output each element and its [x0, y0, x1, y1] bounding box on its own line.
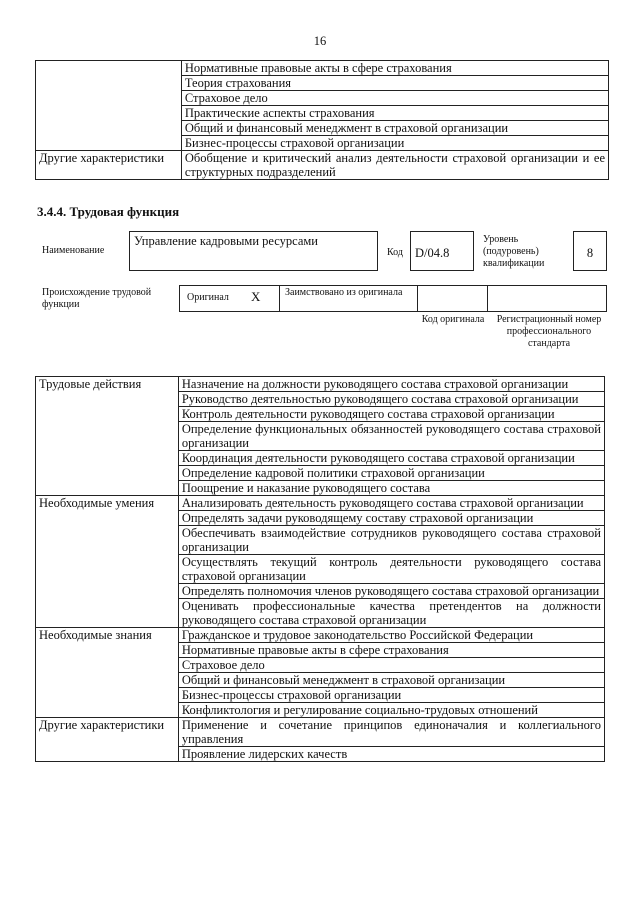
- origin-label: Происхождение трудовой функции: [42, 287, 152, 310]
- row-item: Координация деятельности руководящего состава страховой организации: [178, 451, 604, 466]
- row-item: Оценивать профессиональные качества претендентов на должности руководящего состава страховой организации: [178, 599, 604, 628]
- origin-divider-1: [279, 285, 280, 312]
- row-label: Трудовые действия: [36, 377, 179, 496]
- code-value: D/04.8: [415, 246, 450, 260]
- row-item: Определять задачи руководящему составу страховой организации: [178, 511, 604, 526]
- level-value: 8: [586, 246, 594, 260]
- row-item: Назначение на должности руководящего состава страховой организации: [178, 377, 604, 392]
- row-item: Применение и сочетание принципов единоначалия и коллегиального управления: [178, 718, 604, 747]
- main-table: [35, 376, 605, 762]
- row-item: Осуществлять текущий контроль деятельности руководящего состава страховой организации: [178, 555, 604, 584]
- row-item: Руководство деятельностью руководящего состава страховой организации: [178, 392, 604, 407]
- row-item: Бизнес-процессы страховой организации: [181, 136, 608, 151]
- table-row: [36, 377, 605, 392]
- origin-code-label: Код оригинала: [421, 314, 485, 325]
- row-label: Другие характеристики: [36, 151, 182, 180]
- table-row: [36, 718, 605, 747]
- row-item: Страховое дело: [181, 91, 608, 106]
- row-item: Гражданское и трудовое законодательство Российской Федерации: [178, 628, 604, 643]
- borrowed-label: Заимствовано из оригинала: [285, 287, 403, 298]
- reg-number-label: Регистрационный номер профессионального стандарта: [496, 314, 602, 349]
- table-row: [36, 61, 609, 76]
- original-label: Оригинал: [187, 292, 229, 303]
- row-item: Практические аспекты страхования: [181, 106, 608, 121]
- table-row: [36, 628, 605, 643]
- row-item: Обобщение и критический анализ деятельности страховой организации и ее структурных подразделений: [181, 151, 608, 180]
- row-item: Обеспечивать взаимодействие сотрудников руководящего состава страховой организации: [178, 526, 604, 555]
- section-title: 3.4.4. Трудовая функция: [37, 204, 180, 219]
- row-item: Определение кадровой политики страховой организации: [178, 466, 604, 481]
- page-number: 16: [313, 34, 327, 48]
- row-item: Анализировать деятельность руководящего состава страховой организации: [178, 496, 604, 511]
- row-item: Контроль деятельности руководящего состава страховой организации: [178, 407, 604, 422]
- top-table: [35, 60, 609, 180]
- row-item: Теория страхования: [181, 76, 608, 91]
- row-label: Необходимые знания: [36, 628, 179, 718]
- row-item: Нормативные правовые акты в сфере страхования: [178, 643, 604, 658]
- original-mark: X: [251, 289, 261, 304]
- row-item: Страховое дело: [178, 658, 604, 673]
- code-label: Код: [387, 247, 403, 258]
- row-label: [36, 61, 182, 151]
- row-label: Другие характеристики: [36, 718, 179, 762]
- name-value-box: [129, 231, 378, 271]
- origin-divider-2: [417, 285, 418, 312]
- table-row: [36, 151, 609, 180]
- row-item: Определение функциональных обязанностей руководящего состава страховой организации: [178, 422, 604, 451]
- row-item: Проявление лидерских качеств: [178, 747, 604, 762]
- row-item: Общий и финансовый менеджмент в страховой организации: [178, 673, 604, 688]
- code-value-box: [410, 231, 474, 271]
- row-label: Необходимые умения: [36, 496, 179, 628]
- level-value-box: [573, 231, 607, 271]
- row-item: Нормативные правовые акты в сфере страхования: [181, 61, 608, 76]
- name-label: Наименование: [42, 245, 105, 256]
- level-label: Уровень (подуровень) квалификации: [483, 234, 545, 269]
- row-item: Поощрение и наказание руководящего состава: [178, 481, 604, 496]
- row-item: Общий и финансовый менеджмент в страховой организации: [181, 121, 608, 136]
- name-value: Управление кадровыми ресурсами: [134, 234, 318, 248]
- row-item: Бизнес-процессы страховой организации: [178, 688, 604, 703]
- table-row: [36, 496, 605, 511]
- row-item: Конфликтология и регулирование социально-трудовых отношений: [178, 703, 604, 718]
- origin-divider-3: [487, 285, 488, 312]
- row-item: Определять полномочия членов руководящего состава страховой организации: [178, 584, 604, 599]
